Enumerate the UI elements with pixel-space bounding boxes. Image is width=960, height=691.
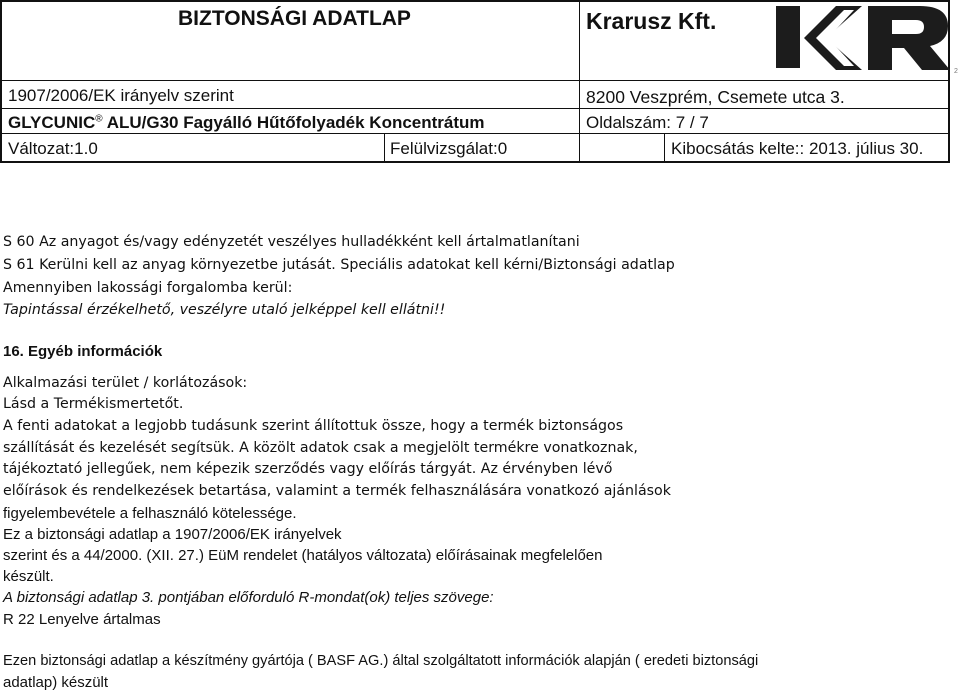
source-note-line-2: adatlap) készült (3, 674, 109, 691)
regulation-line-1: Ez a biztonsági adatlap a 1907/2006/EK irányelvek (3, 526, 342, 543)
corner-mark: 2 (954, 68, 958, 75)
product-name-brand: GLYCUNIC (8, 113, 96, 132)
disclaimer-line-5: figyelembevétele a felhasználó kötelessége. (3, 505, 297, 522)
header-divider-1 (579, 0, 580, 162)
issue-date: Kibocsátás kelte:: 2013. július 30. (671, 139, 924, 158)
header-divider-2 (384, 134, 385, 162)
product-name-rest: ALU/G30 Fagyálló Hűtőfolyadék Koncentrátum (106, 113, 485, 132)
r22-phrase: R 22 Lenyelve ártalmas (3, 611, 161, 628)
directive-reference: 1907/2006/EK irányelv szerint (8, 86, 234, 105)
regulation-line-2: szerint és a 44/2000. (XII. 27.) EüM rendelet (hatályos változata) előírásainak megfelelően (3, 547, 603, 564)
company-logo (770, 2, 954, 74)
header-divider-3 (664, 134, 665, 162)
usage-value: Lásd a Termékismertetőt. (3, 396, 184, 412)
s61-phrase: S 61 Kerülni kell az anyag környezetbe jutását. Speciális adatokat kell kérni/Biztonsági adatlap (3, 257, 675, 273)
s60-phrase: S 60 Az anyagot és/vagy edényzetét veszélyes hulladékként kell ártalmatlanítani (3, 234, 580, 250)
source-note-line-1: Ezen biztonsági adatlap a készítmény gyártója ( BASF AG.) által szolgáltatott információk alapján ( eredeti biztonsági (3, 653, 759, 669)
company-name: Krarusz Kft. (586, 8, 717, 34)
version: Változat:1.0 (8, 139, 98, 158)
tactile-warning: Tapintással érzékelhető, veszélyre utaló jelképpel kell ellátni!! (3, 302, 446, 318)
usage-label: Alkalmazási terület / korlátozások: (3, 375, 248, 391)
header-rule-4 (0, 161, 950, 163)
revision: Felülvizsgálat:0 (390, 139, 508, 158)
disclaimer-line-4: előírások és rendelkezések betartása, valamint a termék felhasználására vonatkozó ajánlások (3, 483, 671, 499)
public-sale-note: Amennyiben lakossági forgalomba kerül: (3, 280, 293, 296)
product-name (8, 113, 485, 133)
regulation-line-3: készült. (3, 568, 54, 585)
company-address: 8200 Veszprém, Csemete utca 3. (586, 87, 845, 107)
header-rule-2 (0, 108, 950, 109)
header-rule-1 (0, 80, 950, 81)
header-rule-3 (0, 133, 950, 134)
disclaimer-line-2: szállítását és kezelését segítsük. A közölt adatok csak a megjelölt termékre vonatkoznak, (3, 440, 638, 456)
disclaimer-line-3: tájékoztató jellegűek, nem képezik szerződés vagy előírás tárgyát. Az érvényben lévő (3, 461, 613, 477)
document-header (0, 0, 960, 162)
r-phrase-title: A biztonsági adatlap 3. pontjában előforduló R-mondat(ok) teljes szövege: (3, 589, 494, 606)
disclaimer-line-1: A fenti adatokat a legjobb tudásunk szerint állítottuk össze, hogy a termék biztonságos (3, 418, 624, 434)
section-16-heading: 16. Egyéb információk (3, 343, 163, 360)
registered-mark: ® (95, 113, 103, 125)
page-number: Oldalszám: 7 / 7 (586, 113, 709, 132)
document-title: BIZTONSÁGI ADATLAP (178, 7, 411, 30)
